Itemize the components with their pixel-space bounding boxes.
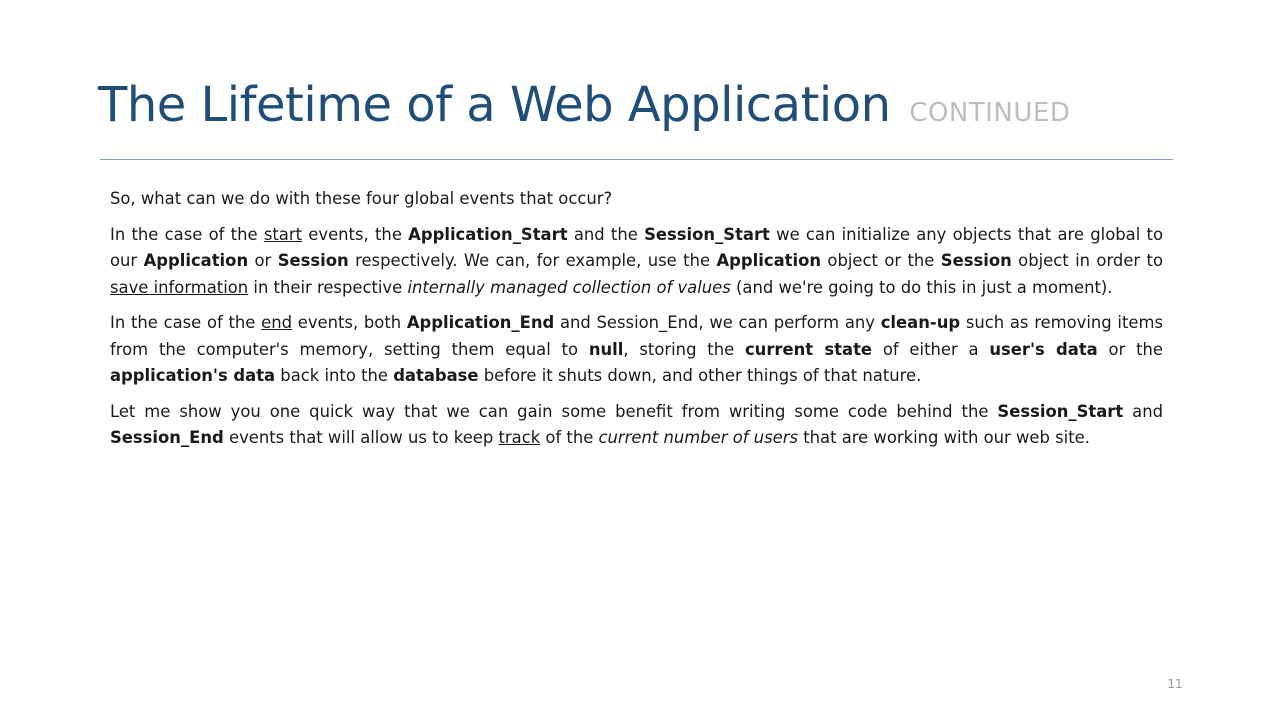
bold-term: application's data — [110, 366, 276, 385]
text-run: and Session_End, we can perform any — [554, 313, 881, 332]
text-run: we can initialize any objects that are global to our — [110, 224, 1163, 270]
paragraph-2 — [110, 222, 1163, 302]
bold-term: Session_End — [110, 428, 224, 447]
paragraph-3 — [110, 310, 1163, 390]
text-run: or — [248, 251, 278, 270]
text-run: events, both — [292, 313, 407, 332]
slide-subtitle: CONTINUED — [909, 98, 1071, 128]
underlined-term: track — [498, 428, 541, 447]
underlined-term: end — [261, 313, 293, 332]
slide-title-main: The Lifetime of a Web Application — [98, 77, 891, 133]
italic-phrase: internally managed collection of values — [407, 277, 731, 297]
bold-term: Application — [143, 251, 249, 270]
text-run: before it shuts down, and other things of that nature. — [478, 366, 922, 385]
underlined-term: start — [263, 224, 303, 244]
text-run: back into the — [275, 366, 394, 385]
text-run: such as removing items from the computer's memory, setting them equal to — [110, 313, 1163, 359]
bold-term: Session — [277, 251, 349, 270]
bold-term: Application_Start — [408, 224, 568, 244]
text-run: or the — [1097, 339, 1164, 359]
bold-term: Session_Start — [644, 224, 770, 244]
text-run: events, the — [302, 224, 409, 244]
text-run: of the — [540, 428, 599, 447]
bold-term: null — [588, 339, 624, 359]
text-run: So, what can we do with these four global events that occur? — [110, 189, 613, 208]
text-run: in their respective — [248, 277, 408, 297]
underlined-term: save information — [110, 277, 249, 297]
text-run: object or the — [821, 251, 941, 270]
text-run: object in order to — [1011, 251, 1163, 270]
bold-term: clean-up — [880, 313, 961, 332]
text-run: In the case of the — [110, 224, 264, 244]
text-run: of either a — [872, 339, 990, 359]
paragraph-1 — [110, 186, 1163, 213]
slide-title — [98, 70, 1070, 148]
text-run: events that will allow us to keep — [223, 428, 499, 447]
bold-term: Application — [716, 251, 822, 270]
italic-phrase: current number of users — [598, 428, 798, 447]
text-run: and the — [567, 224, 645, 244]
text-run: respectively. We can, for example, use the — [348, 251, 717, 270]
bold-term: Application_End — [406, 313, 555, 332]
bold-term: user's data — [989, 339, 1098, 359]
text-run: , storing the — [623, 339, 745, 359]
bold-term: Session_Start — [997, 401, 1124, 421]
text-run: (and we're going to do this in just a moment). — [730, 277, 1113, 297]
paragraph-4 — [110, 399, 1163, 452]
title-divider — [100, 159, 1173, 160]
page-number: 11 — [1167, 677, 1183, 691]
text-run: Let me show you one quick way that we can gain some benefit from writing some code behind the — [110, 401, 998, 421]
text-run: that are working with our web site. — [798, 428, 1090, 447]
bold-term: current state — [744, 339, 873, 359]
text-run: In the case of the — [110, 313, 262, 332]
text-run: and — [1123, 401, 1163, 421]
bold-term: database — [393, 366, 479, 385]
slide-body — [110, 186, 1163, 461]
bold-term: Session — [940, 251, 1012, 270]
